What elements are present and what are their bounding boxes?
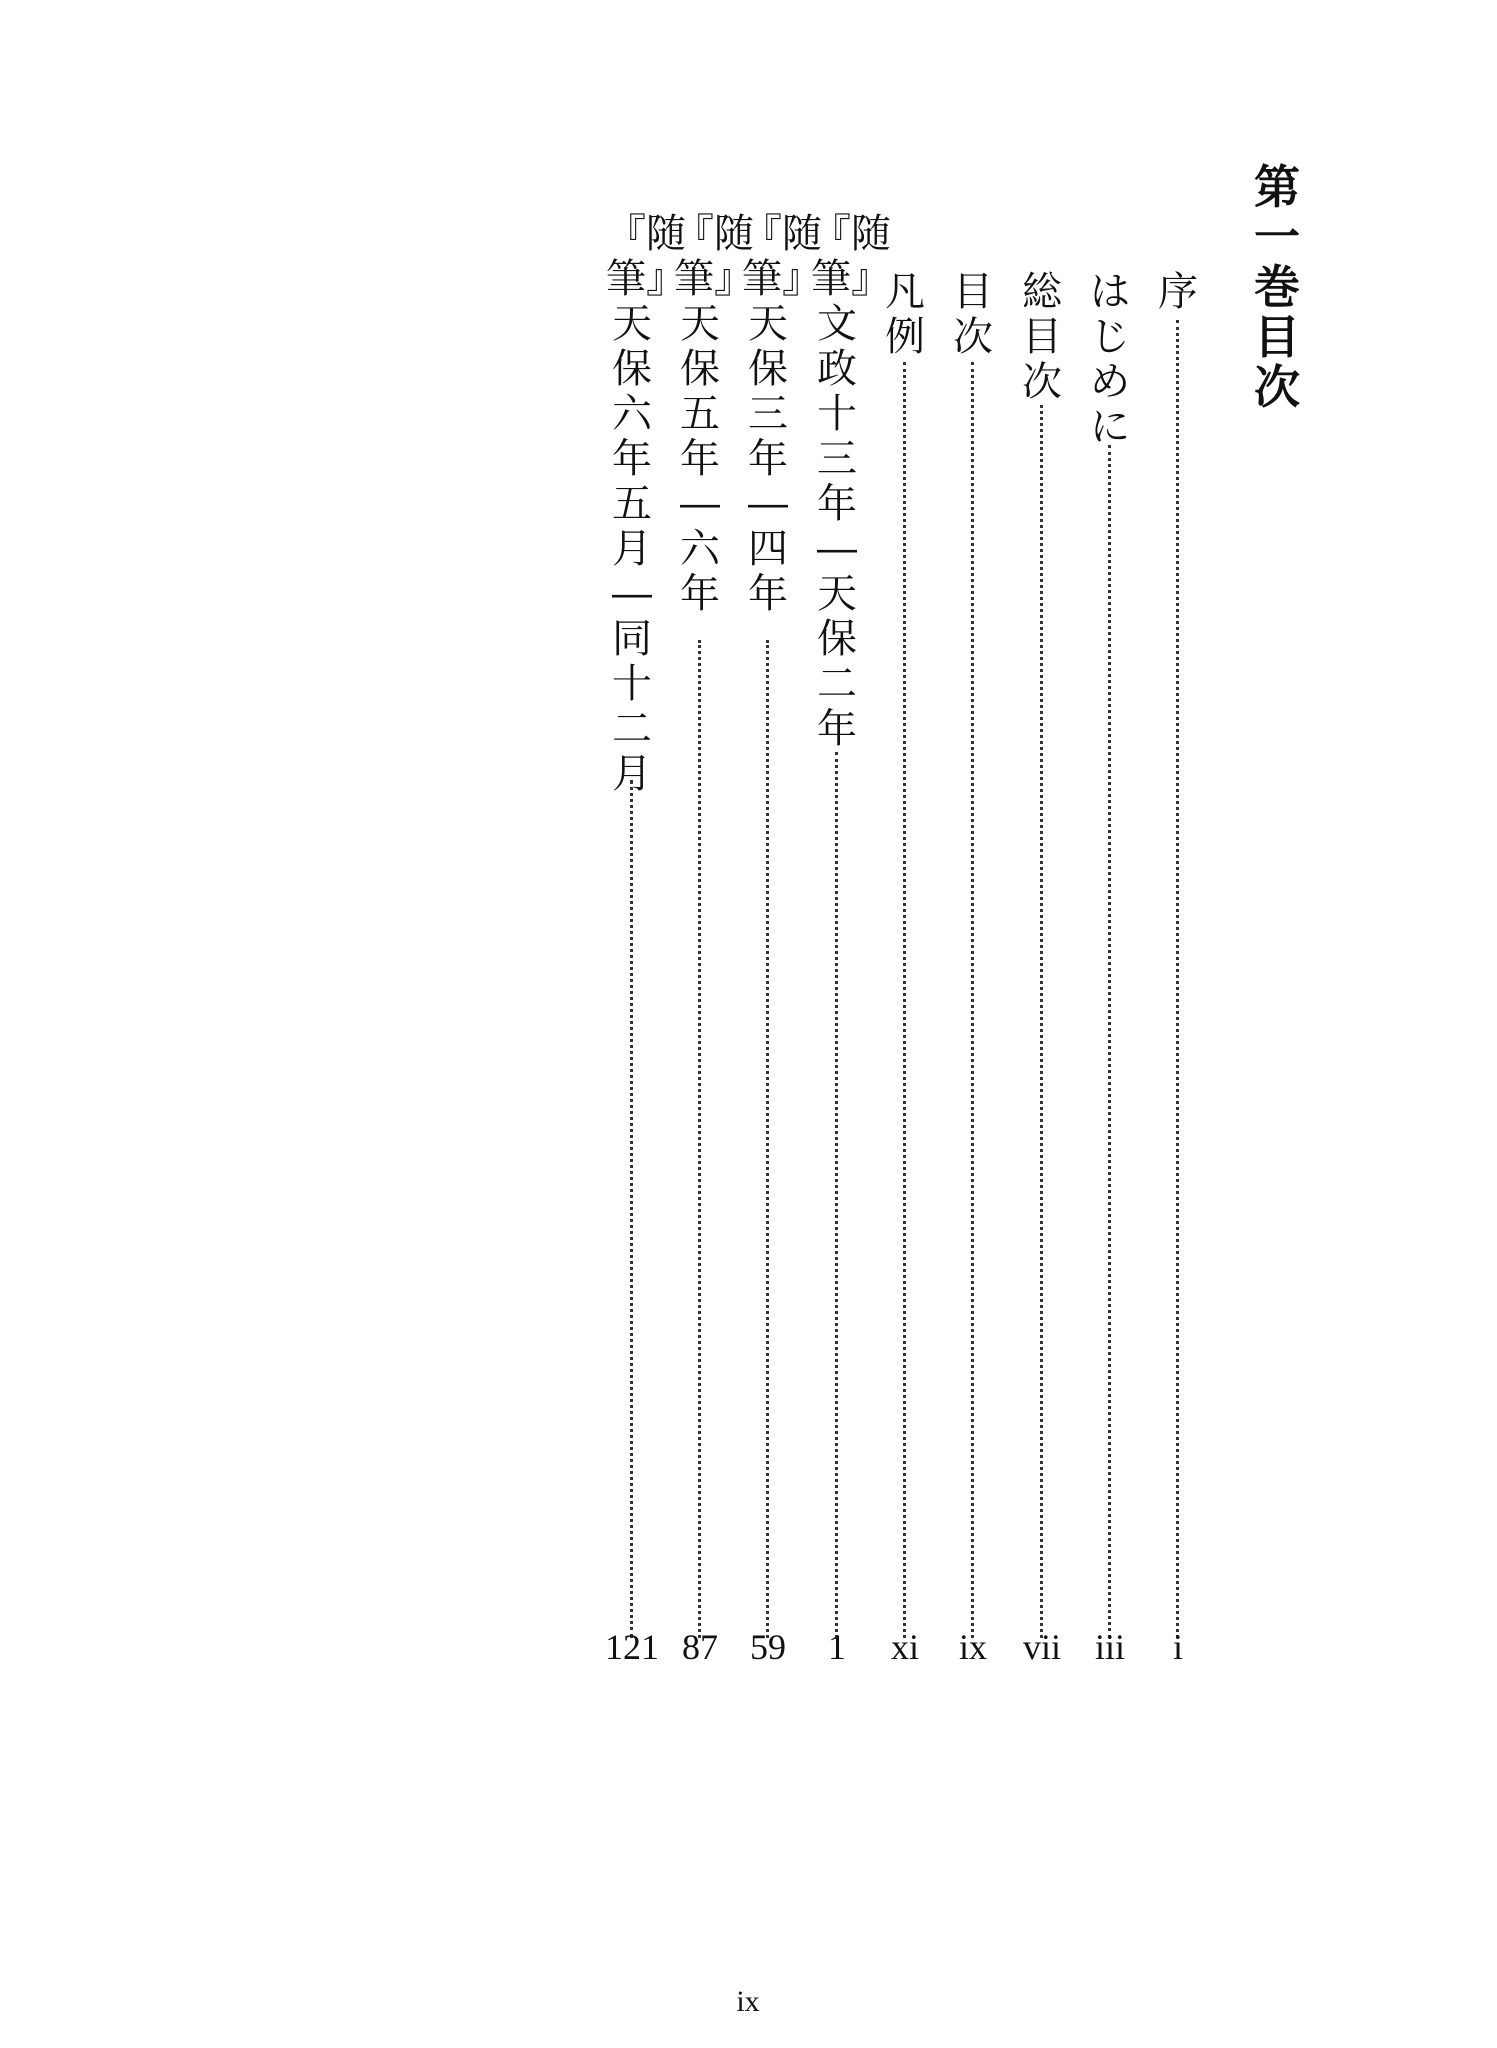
toc-entry-essays-1[interactable] xyxy=(811,0,891,2048)
dotted-leader xyxy=(1108,445,1111,1638)
toc-entry-contents[interactable] xyxy=(947,0,999,2048)
dotted-leader xyxy=(835,752,838,1638)
toc-entry-page: i xyxy=(1172,1627,1183,1667)
dotted-leader xyxy=(630,780,633,1638)
dotted-leader xyxy=(1176,320,1179,1638)
dotted-leader xyxy=(698,640,701,1638)
toc-entry-title: 総目次 xyxy=(1022,269,1062,405)
toc-entry-title: はじめに xyxy=(1090,269,1130,450)
toc-title: 第一巻目次 xyxy=(1254,160,1300,414)
dotted-leader xyxy=(1040,405,1043,1638)
toc-entry-essays-4[interactable] xyxy=(605,0,686,2048)
toc-entry-title: 序 xyxy=(1158,269,1198,315)
toc-entry-title: 目次 xyxy=(953,269,993,360)
toc-entry-introduction[interactable] xyxy=(1084,0,1136,2048)
dotted-leader xyxy=(903,362,906,1638)
toc-entry-title: 『随筆』天保三年―四年 xyxy=(742,211,822,617)
toc-entry-title: 凡例 xyxy=(885,269,925,360)
toc-entry-page: iii xyxy=(1094,1627,1125,1667)
toc-entry-page: vii xyxy=(1022,1627,1061,1667)
dotted-leader xyxy=(766,640,769,1638)
toc-entry-page: 1 xyxy=(828,1627,846,1667)
toc-entry-title: 『随筆』天保五年―六年 xyxy=(674,211,754,617)
toc-entry-explanatory-notes[interactable] xyxy=(879,0,931,2048)
toc-entry-essays-2[interactable] xyxy=(742,0,822,2048)
toc-entry-general-contents[interactable] xyxy=(1016,0,1068,2048)
toc-entry-page: xi xyxy=(890,1627,919,1667)
toc-entry-title: 『随筆』天保六年五月―同十二月 xyxy=(606,211,686,797)
toc-entry-preface[interactable] xyxy=(1152,0,1204,2048)
toc-entry-page: 87 xyxy=(682,1627,718,1667)
toc-entry-page: ix xyxy=(958,1627,987,1667)
toc-entry-title: 『随筆』文政十三年―天保二年 xyxy=(811,211,891,752)
page-number: ix xyxy=(736,1985,760,2018)
dotted-leader xyxy=(971,362,974,1638)
toc-entry-page: 59 xyxy=(750,1627,786,1667)
toc-entry-page: 121 xyxy=(605,1627,659,1667)
